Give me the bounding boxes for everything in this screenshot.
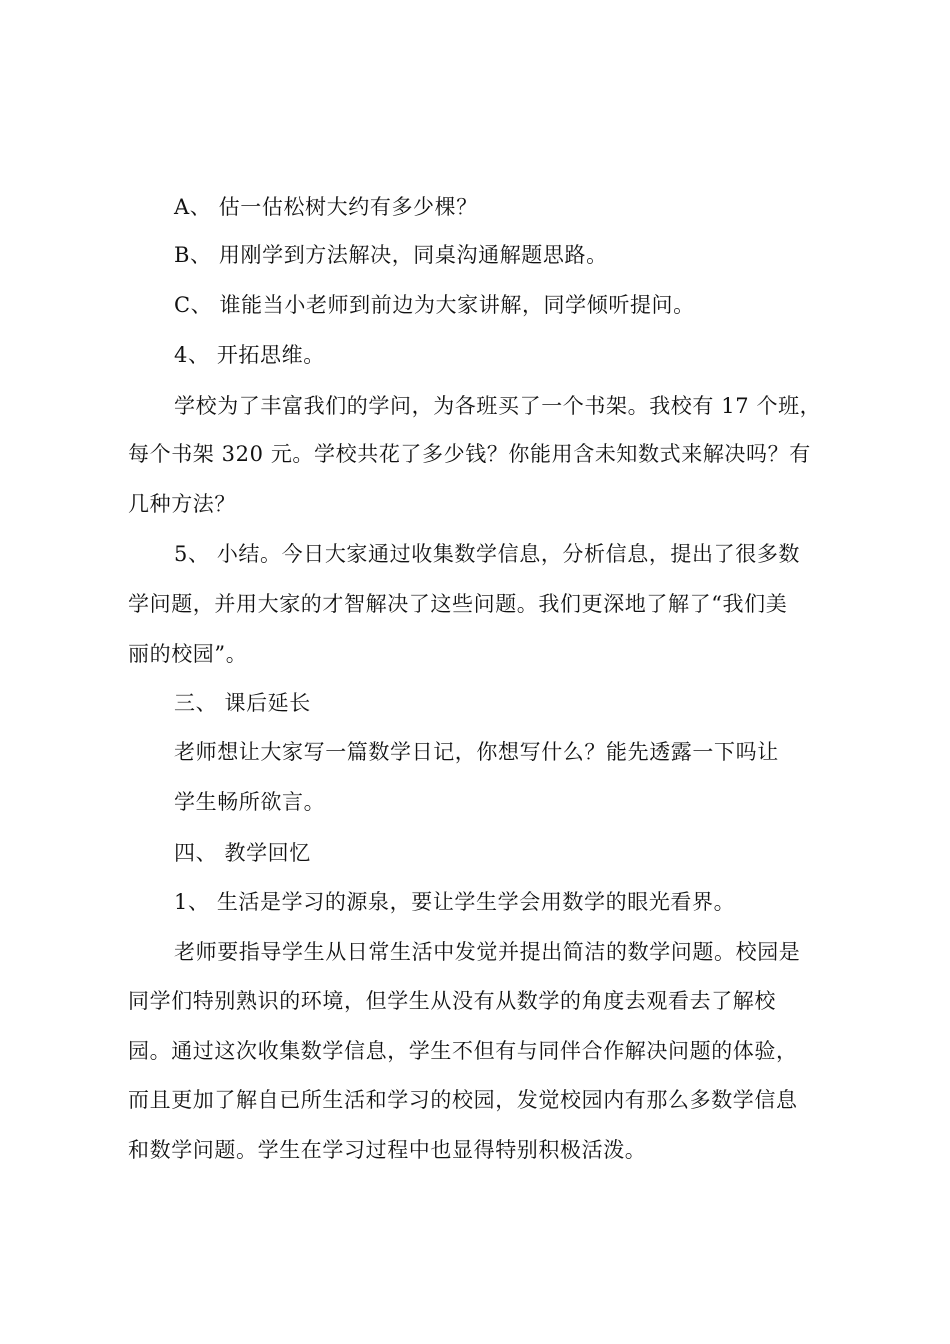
line-reflection-d: 而且更加了解自已所生活和学习的校园，发觉校园内有那么多数学信息 xyxy=(128,1088,798,1112)
line-diary-a: 老师想让大家写一篇数学日记，你想写什么？能先透露一下吗让 xyxy=(174,740,779,764)
line-reflection-e: 和数学问题。学生在学习过程中也显得特别积极活泼。 xyxy=(128,1138,647,1162)
line-heading-4: 4、 开拓思维。 xyxy=(174,343,325,367)
line-heading-3: 三、 课后延长 xyxy=(174,691,311,715)
line-summary-a: 5、 小结。今日大家通过收集数学信息，分析信息，提出了很多数 xyxy=(174,542,801,566)
line-reflection-c: 园。通过这次收集数学信息，学生不但有与同伴合作解决问题的体验， xyxy=(128,1039,798,1063)
line-reflection-a: 老师要指导学生从日常生活中发觉并提出简洁的数学问题。校园是 xyxy=(174,940,801,964)
line-option-a: A、 估一估松树大约有多少棵？ xyxy=(174,195,478,219)
line-option-b: B、 用刚学到方法解决，同桌沟通解题思路。 xyxy=(174,243,608,267)
line-summary-c: 丽的校园”。 xyxy=(128,642,248,666)
line-paragraph-1b: 每个书架 320 元。学校共花了多少钱？你能用含未知数式来解决吗？有 xyxy=(128,442,811,466)
line-diary-b: 学生畅所欲言。 xyxy=(174,790,326,814)
line-paragraph-1c: 几种方法？ xyxy=(128,492,236,516)
line-review-1: 1、 生活是学习的源泉，要让学生学会用数学的眼光看界。 xyxy=(174,890,736,914)
line-option-c: C、 谁能当小老师到前边为大家讲解，同学倾听提问。 xyxy=(174,293,695,317)
line-summary-b: 学问题，并用大家的才智解决了这些问题。我们更深地了解了“我们美 xyxy=(128,592,788,616)
line-paragraph-1a: 学校为了丰富我们的学问，为各班买了一个书架。我校有 17 个班， xyxy=(174,394,822,418)
line-heading-review: 四、 教学回忆 xyxy=(174,841,311,865)
line-reflection-b: 同学们特别熟识的环境，但学生从没有从数学的角度去观看去了解校 xyxy=(128,989,776,1013)
